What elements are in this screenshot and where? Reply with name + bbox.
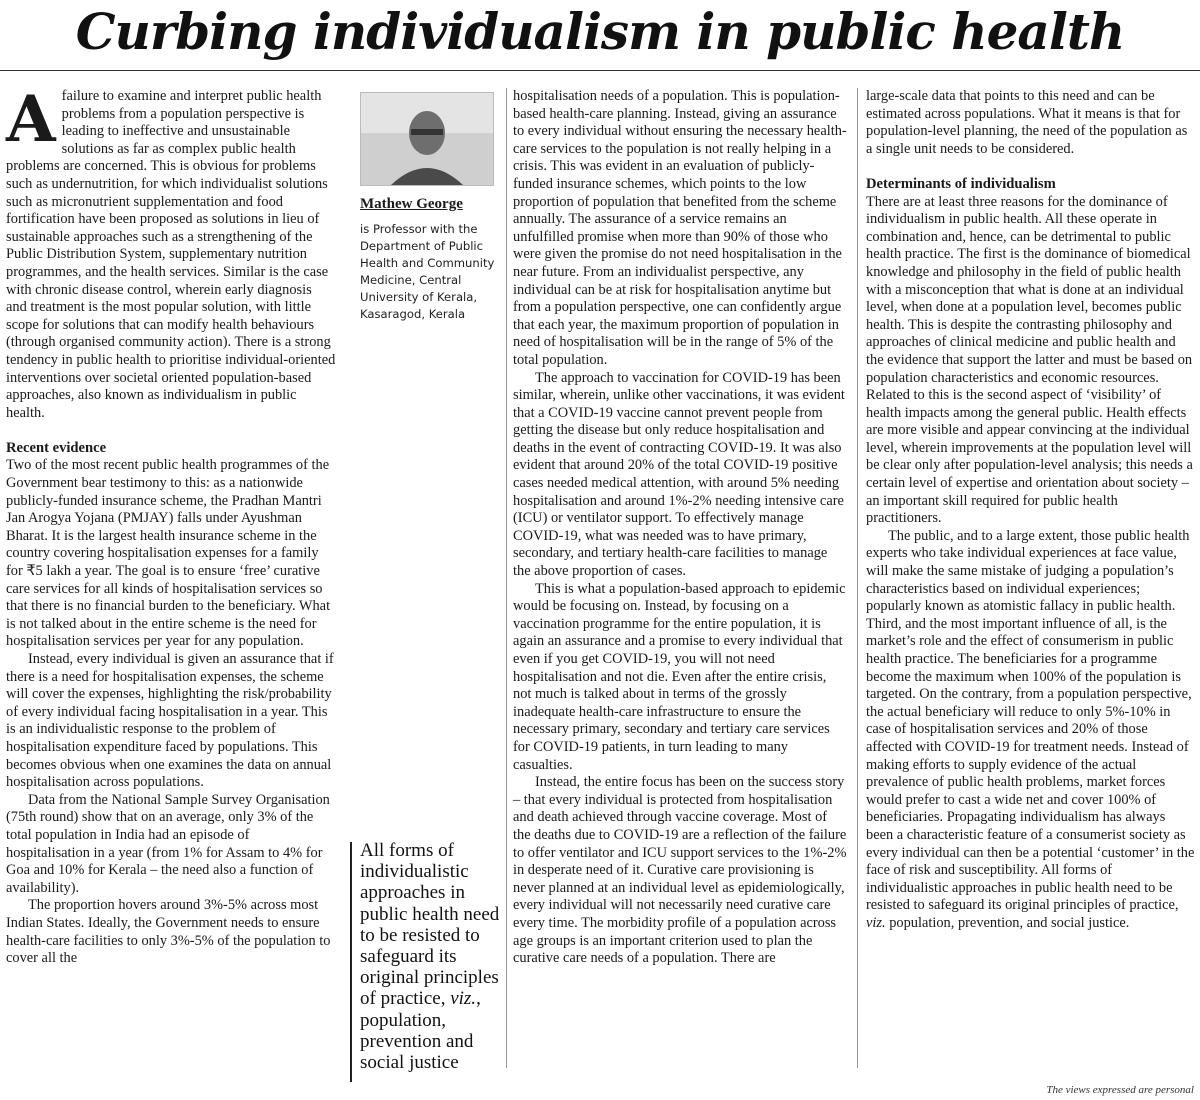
paragraph: Data from the National Sample Survey Organisation (75th round) show that on an average, only 3% of the total population in India had an episode of hospitalisation in a year (from 1% for Assam to 4% for Goa and 10% for Kerala – the need also a function of availability). [6,791,330,896]
pull-quote [360,840,500,1073]
paragraph: large-scale data that points to this need and can be estimated across populations. What it means is that for population-level planning, the need of the population as a single unit needs to be considered. [866,88,1188,157]
paragraph: There are at least three reasons for the dominance of individualism in public health. All these operate in combination and, hence, can be detrimental to public health practice. The first is the dominance of biomedical knowledge and philosophy in the field of public health with a misconception that what is done at an individual level, when done at a population level, becomes public health. This is despite the contrasting philosophy and approaches of clinical medicine and public health and the evidence that support the latter and must be based on population characteristics and economic resources. Related to this is the second aspect of ‘visibility’ of health impacts among the general public. Health effects are more visible and appear convincing at the individual level, wherein improvements at the population level will be clear only after population-level analysis; this needs a certain level of expertise and orientation about society – an important skill required for public health practitioners. [866,193,1193,527]
lead-text: failure to examine and interpret public health problems from a population perspective is leading to ineffective and unsustainable solutions as far as complex public health problems are concerned. This is obvious for problems such as undernutrition, for which individualist solutions such as micronutrient supplementation and food fortification have been proposed as solutions in lieu of sustainable approaches such as a strengthening of the Public Distribution System, supplementary nutrition programmes, and the health services. Similar is the case with chronic disease control, wherein early diagnosis and treatment is the most popular solution, with little scope for solutions that can modify health behaviours (through organised community action). There is a strong tendency in public health to prioritise individual-oriented interventions over societal oriented population-based approaches, also known as individualism in public health. [6,88,336,421]
paragraph: The approach to vaccination for COVID-19 has been similar, wherein, unlike other vaccinations, it was evident that a COVID-19 vaccine cannot prevent people from getting the disease but only reduce hospitalisation and deaths in the event of contracting COVID-19. It was also evident that around 20% of the total COVID-19 positive cases needed medical attention, with around 5% needing hospitalisation and around 1%-2% needing intensive care (ICU) or ventilator support. To effectively manage COVID-19, what was needed was to have primary, secondary, and tertiary health-care facilities to manage the above proportion of cases. [513,369,845,580]
paragraph: This is what a population-based approach to epidemic would be focusing on. Instead, by focusing on a vaccination programme for the entire population, it is again an assurance and a promise to every individual that even if you get COVID-19, you will not need hospitalisation and not die. Even after the entire crisis, not much is talked about in terms of the grossly inadequate health-care infrastructure to ensure the necessary primary, secondary and tertiary care services for COVID-19 patients, in turn leading to many casualties. [513,580,846,773]
author-bio: is Professor with the Department of Public Health and Community Medicine, Central University of Kerala, Kasaragod, Kerala [360,222,495,321]
pull-quote-text: All forms of individualistic approaches in public health need to be resisted to safeguard its original principles of practice, [360,840,500,1010]
paragraph: Instead, the entire focus has been on the success story – that every individual is protected from hospitalisation and death achieved through vaccine coverage. Most of the deaths due to COVID-19 are a reflection of the failure to offer ventilator and ICU support services to the 1%-2% in desperate need of it. Curative care provisioning is never planned at an individual level as epidemiologically, every individual will not necessarily need curative care every time. The morbidity profile of a population across age groups is an important criterion used to plan the curative care needs of a population. There are [513,774,847,967]
column-divider [506,88,507,1068]
subheading-determinants: Determinants of individualism [866,175,1056,192]
paragraph: hospitalisation needs of a population. This is population-based health-care planning. Instead, giving an assurance to every individual without ensuring the necessary health-care services to the population is not really helping in a crisis. This was evident in an evaluation of publicly-funded insurance schemes, which points to the low proportion of population that benefited from the scheme annually. The assurance of a service remains an unfulfilled promise when more than 90% of those who were given the promise do not need hospitalisation in the near future. From an individualist perspective, any individual can be at risk for hospitalisation anytime but from a population perspective, one can confidently argue that each year, the maximum proportion of population in need of hospitalisation will be in the range of 5% of the total population. [513,88,847,368]
paragraph-text-end: population, prevention, and social justice. [885,914,1130,931]
pull-quote-text-end: , population, prevention and social justice [360,988,481,1074]
column-divider [857,88,858,1068]
paragraph-text: The public, and to a large extent, those public health experts who take individual experiences at face value, will make the same mistake of judging a population’s characteristics based on individual experiences; popularly known as atomistic fallacy in public health. Third, and the most important influence of all, is the market’s role and the effect of consumerism in public health practice. The beneficiaries for a programme become the maximum when 100% of the population is targeted. On the contrary, from a population perspective, the actual beneficiary will reduce to only 5%-10% in case of hospitalisation services and 20% of those affected with COVID-19 for treatment needs. Instead of making efforts to supply evidence of the actual prevalence of public health problems, market forces would prefer to cast a wide net and cover 100% of beneficiaries. Propagating individualism has always been a characteristic feature of a consumerist society as every individual can then be a potential ‘customer’ in the face of risk and susceptibility. All forms of individualistic approaches in public health need to be resisted to safeguard its original principles of practice, [866,527,1195,914]
headline: Curbing individualism in public health [75,2,1125,61]
footnote: The views expressed are personal [1046,1084,1194,1096]
subheading-recent-evidence: Recent evidence [6,439,107,456]
paragraph: Two of the most recent public health programmes of the Government bear testimony to this: as a nationwide publicly-funded insurance scheme, the Pradhan Mantri Jan Arogya Yojana (PMJAY) falls under Ayushman Bharat. It is the largest health insurance scheme in the country covering hospitalisation expenses for a family for ₹5 lakh a year. The goal is to ensure ‘free’ curative care services for all kinds of hospitalisation services so that there is no financial burden to the beneficiary. What is not talked about in the entire scheme is the need for hospitalisation services per year for any population. [6,457,331,650]
headline-rule [0,70,1200,71]
author-name: Mathew George [360,196,463,212]
paragraph: Instead, every individual is given an assurance that if there is a need for hospitalisation expenses, the scheme will cover the expenses, highlighting the risk/probability of every individual facing hospitalisation in a year. This is an individualistic response to the problem of hospitalisation expenditure faced by populations. This becomes obvious when one examines the data on annual hospitalisation across populations. [6,651,334,791]
pull-quote-rule [350,842,352,1082]
column-4 [866,88,1196,933]
viz-italic: viz. [866,914,886,931]
column-3 [513,88,848,968]
author-photo [360,92,494,186]
pull-quote-viz: viz. [450,988,477,1010]
lead-paragraph [6,82,336,422]
author-box [360,92,500,323]
paragraph [866,528,1196,933]
paragraph: The proportion hovers around 3%-5% across most Indian States. Ideally, the Government needs to ensure health-care facilities to only 3%-5% of the population to cover all the [6,897,331,967]
column-1 [6,82,336,968]
drop-cap: A [6,82,56,157]
